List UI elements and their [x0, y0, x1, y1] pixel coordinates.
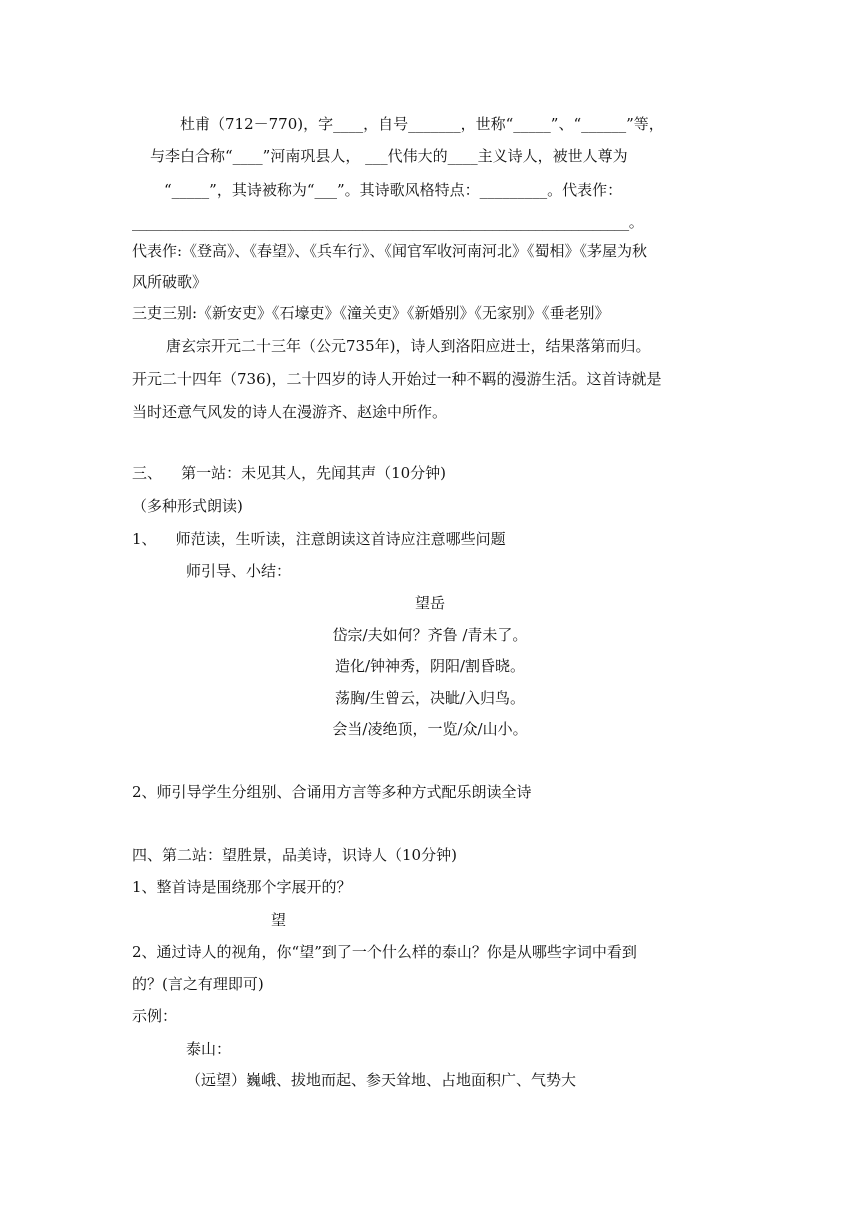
- section-4-question-2-line-2: 的？(言之有理即可): [132, 975, 264, 993]
- distant-view-description: （远望）巍峨、拔地而起、参天耸地、占地面积广、气势大: [186, 1071, 577, 1089]
- section-4-heading: 四、第二站：望胜景，品美诗，识诗人（10分钟): [132, 846, 457, 864]
- three-officials-three-partings: 三吏三别:《新安吏》《石壕吏》《潼关吏》《新婚别》《无家别》《垂老别》: [132, 304, 610, 322]
- intro-line-1: 杜甫（712－770)，字____，自号_______，世称“_____”、“______”等，: [180, 115, 664, 133]
- poem-line-4: 会当/凌绝顶，一览/众/山小。: [332, 720, 528, 738]
- poem-line-2: 造化/钟神秀，阴阳/割昏晓。: [334, 657, 526, 675]
- intro-line-2: 与李白合称“____”河南巩县人， ___代伟大的____主义诗人，被世人尊为: [150, 147, 628, 165]
- intro-line-3: “_____”，其诗被称为“___”。其诗歌风格特点：_________。代表作：: [164, 181, 623, 199]
- taishan-label: 泰山：: [186, 1040, 232, 1058]
- representative-works-line-1: 代表作:《登高》、《春望》、《兵车行》、《闻官军收河南河北》《蜀相》《茅屋为秋: [132, 242, 648, 260]
- poem-line-1: 岱宗/夫如何？齐鲁 /青未了。: [332, 626, 528, 644]
- representative-works-line-2: 风所破歌》: [132, 273, 208, 291]
- background-line-2: 开元二十四年（736)，二十四岁的诗人开始过一种不羁的漫游生活。这首诗就是: [132, 370, 662, 388]
- section-4-question-2-line-1: 2、通过诗人的视角，你“望”到了一个什么样的泰山？你是从哪些字词中看到: [132, 943, 637, 961]
- poem-line-3: 荡胸/生曾云，决眦/入归鸟。: [334, 689, 526, 707]
- background-line-3: 当时还意气风发的诗人在漫游齐、赵途中所作。: [132, 403, 448, 421]
- section-3-item-2: 2、师引导学生分组别、合诵用方言等多种方式配乐朗读全诗: [132, 783, 532, 801]
- section-4-question-1: 1、整首诗是围绕那个字展开的？: [132, 878, 352, 896]
- section-3-item-1-sub: 师引导、小结：: [186, 562, 292, 580]
- section-3-item-1: 1、 师范读，生听读，注意朗读这首诗应注意哪些问题: [132, 530, 506, 548]
- section-4-answer-1: 望: [271, 911, 287, 929]
- poem-title: 望岳: [414, 594, 445, 612]
- section-3-heading: 三、 第一站：未见其人，先闻其声（10分钟): [132, 464, 447, 482]
- example-label: 示例：: [132, 1007, 178, 1025]
- background-line-1: 唐玄宗开元二十三年（公元735年)，诗人到洛阳应进士，结果落第而归。: [166, 337, 651, 355]
- section-3-note: （多种形式朗读): [132, 497, 243, 515]
- intro-line-4: _____________________________________________________________________。: [132, 213, 644, 231]
